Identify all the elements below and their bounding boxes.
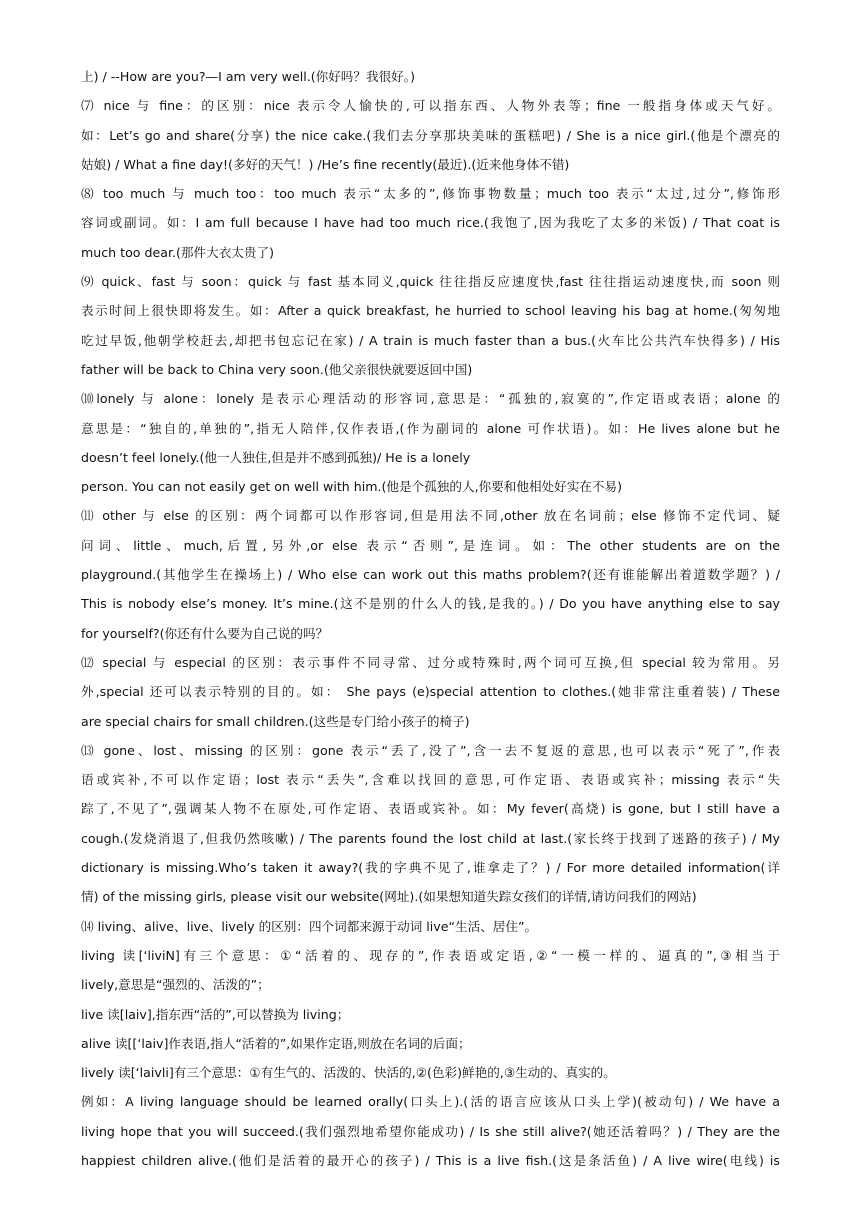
text-line: ⑼ quick、fast 与 soon：quick 与 fast 基本同义,quick 往往指反应速度快,fast 往往指运动速度快,而 soon 则: [81, 274, 780, 290]
text-line: playground.(其他学生在操场上) / Who else can work out this maths problem?(还有谁能解出着道数学题？) /: [81, 567, 780, 583]
text-line: 外,special 还可以表示特别的目的。如： She pays (e)special attention to clothes.(她非常注重着装) / These: [81, 684, 780, 700]
text-line: alive 读[[‘laiv]作表语,指人“活着的”,如果作定语,则放在名词的后面；: [81, 1035, 471, 1051]
text-line: father will be back to China very soon.(他父亲很快就要返回中国): [81, 361, 473, 377]
text-line: 踪了,不见了”,强调某人物不在原处,可作定语、表语或宾补。如：My fever(高烧) is gone, but I still have a: [81, 801, 780, 817]
text-line: ⑽lonely 与 alone：lonely 是表示心理活动的形容词,意思是：“孤独的,寂寞的”,作定语或表语；alone 的: [81, 391, 780, 407]
text-line: 容词或副词。如：I am full because I have had too much rice.(我饱了,因为我吃了太多的米饭) / That coat is: [81, 215, 780, 231]
text-line: ⑾ other 与 else 的区别：两个词都可以作形容词,但是用法不同,other 放在名词前；else 修饰不定代词、疑: [81, 508, 780, 524]
text-line: 上) / --How are you?—I am very well.(你好吗？我很好。): [81, 69, 415, 84]
text-line: 表示时间上很快即将发生。如：After a quick breakfast, he hurried to school leaving his bag at home.(匆匆地: [81, 303, 780, 319]
text-line: 吃过早饭,他朝学校赶去,却把书包忘记在家) / A train is much faster than a bus.(火车比公共汽车快得多) / His: [81, 332, 780, 348]
text-line: live 读[laiv],指东西“活的”,可以替换为 living；: [81, 1006, 350, 1022]
text-line: 问词、little、much,后置,另外,or else 表示“否则”,是连词。如：The other students are on the: [81, 537, 780, 553]
text-line: lively 读[‘laivli]有三个意思：①有生气的、活泼的、快活的,②(色彩)鲜艳的,③生动的、真实的。: [81, 1065, 616, 1081]
text-line: 语或宾补,不可以作定语；lost 表示“丢失”,含难以找回的意思,可作定语、表语或宾补；missing 表示“失: [81, 772, 780, 788]
text-line: living 读[‘liviN]有三个意思：①“活着的、现存的”,作表语或定语,②“一模一样的、逼真的”,③相当于: [81, 947, 780, 963]
text-line: 意思是：“独自的,单独的”,指无人陪伴,仅作表语,(作为副词的 alone 可作状语)。如：He lives alone but he: [81, 420, 780, 436]
text-line: happiest children alive.(他们是活着的最开心的孩子) / This is a live fish.(这是条活鱼) / A live wire(电线) is: [81, 1152, 780, 1168]
text-line: ⒁ living、alive、live、lively 的区别：四个词都来源于动词 live“生活、居住”。: [81, 918, 538, 934]
text-line: 如：Let’s go and share(分享) the nice cake.(我们去分享那块美味的蛋糕吧) / She is a nice girl.(他是个漂亮的: [81, 127, 780, 143]
text-line: cough.(发烧消退了,但我仍然咳嗽) / The parents found the lost child at last.(家长终于找到了迷路的孩子) / My: [81, 830, 780, 846]
text-line: 例如：A living language should be learned orally(口头上).(活的语言应该从口头上学)(被动句) / We have a: [81, 1094, 780, 1110]
text-line: are special chairs for small children.(这些是专门给小孩子的椅子): [81, 713, 470, 729]
text-line: ⒀ gone、lost、missing 的区别：gone 表示“丢了,没了”,含一去不复返的意思,也可以表示“死了”,作表: [81, 742, 780, 758]
text-line: dictionary is missing.Who’s taken it away?(我的字典不见了,谁拿走了？) / For more detailed information(详: [81, 860, 780, 876]
text-line: doesn’t feel lonely.(他一人独住,但是并不感到孤独)/ He is a lonely: [81, 449, 471, 465]
text-line: ⑿ special 与 especial 的区别：表示事件不同寻常、过分或特殊时,两个词可互换,但 special 较为常用。另: [81, 654, 780, 670]
text-line: for yourself?(你还有什么要为自己说的吗？: [81, 625, 329, 641]
text-line: person. You can not easily get on well with him.(他是个孤独的人,你要和他相处好实在不易): [81, 479, 623, 495]
text-line: much too dear.(那件大衣太贵了): [81, 244, 274, 260]
text-line: 姑娘) / What a fine day!(多好的天气！) /He’s fine recently(最近).(近来他身体不错): [81, 156, 570, 172]
text-line: ⑻ too much 与 much too：too much 表示“太多的”,修饰事物数量；much too 表示“太过,过分”,修饰形: [81, 186, 780, 202]
text-line: ⑺ nice 与 fine：的区别：nice 表示令人愉快的,可以指东西、人物外表等；fine 一般指身体或天气好。: [81, 98, 780, 114]
text-line: living hope that you will succeed.(我们强烈地希望你能成功) / Is she still alive?(她还活着吗？) / They are the: [81, 1123, 780, 1139]
text-line: This is nobody else’s money. It’s mine.(这不是别的什么人的钱,是我的。) / Do you have anything else to say: [81, 596, 780, 612]
text-line: lively,意思是“强烈的、活泼的”；: [81, 977, 270, 993]
text-line: 情) of the missing girls, please visit our website(网址).(如果想知道失踪女孩们的详情,请访问我们的网站): [81, 889, 697, 905]
